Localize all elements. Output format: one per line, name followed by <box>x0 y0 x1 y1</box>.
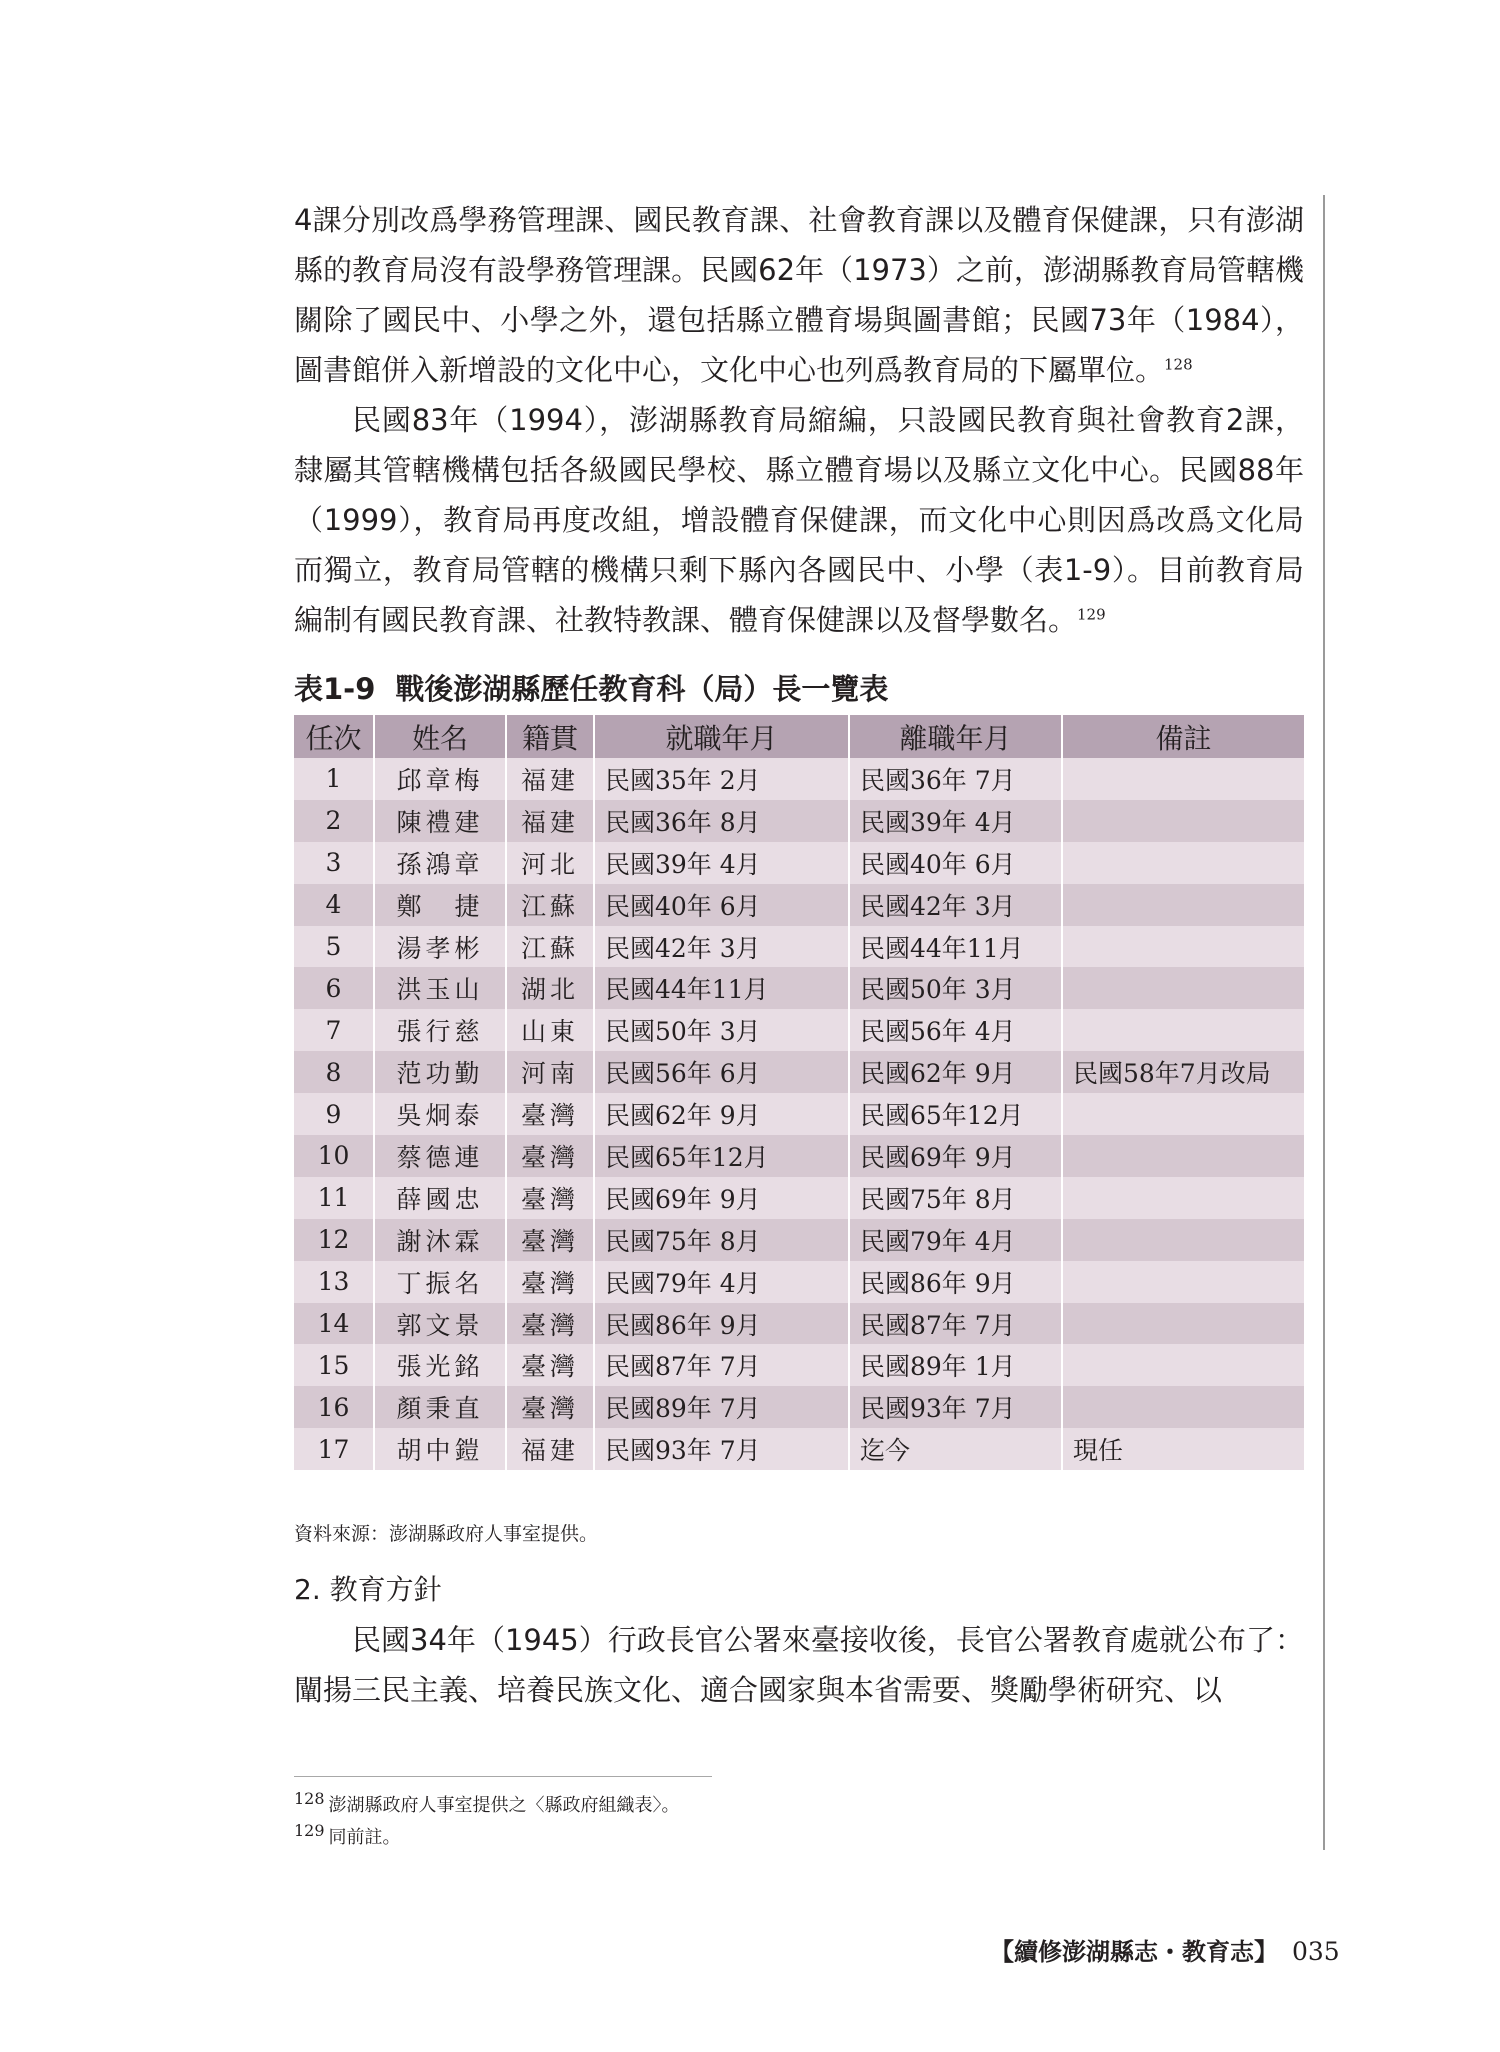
table-row <box>294 758 1304 800</box>
cell-name: 鄭 捷 <box>374 884 506 926</box>
cell-start-date: 民國87年 7月 <box>594 1344 849 1386</box>
cell-remarks <box>1062 800 1304 842</box>
cell-origin: 河南 <box>506 1051 594 1093</box>
header-origin: 籍貫 <box>506 715 594 758</box>
cell-origin: 山東 <box>506 1009 594 1051</box>
cell-term: 9 <box>294 1093 374 1135</box>
cell-name: 洪玉山 <box>374 967 506 1009</box>
cell-term: 12 <box>294 1219 374 1261</box>
cell-end-date: 民國65年12月 <box>849 1093 1062 1135</box>
header-end-date: 離職年月 <box>849 715 1062 758</box>
book-title: 【續修澎湖縣志・教育志】 <box>990 1938 1278 1966</box>
cell-end-date: 民國56年 4月 <box>849 1009 1062 1051</box>
cell-end-date: 民國42年 3月 <box>849 884 1062 926</box>
cell-end-date: 民國86年 9月 <box>849 1261 1062 1303</box>
table-row <box>294 926 1304 968</box>
table-row <box>294 842 1304 884</box>
cell-remarks <box>1062 842 1304 884</box>
cell-start-date: 民國35年 2月 <box>594 758 849 800</box>
cell-start-date: 民國65年12月 <box>594 1135 849 1177</box>
cell-origin: 臺灣 <box>506 1219 594 1261</box>
cell-term: 17 <box>294 1428 374 1470</box>
cell-name: 蔡德連 <box>374 1135 506 1177</box>
table-row <box>294 1051 1304 1093</box>
cell-origin: 臺灣 <box>506 1135 594 1177</box>
cell-origin: 江蘇 <box>506 884 594 926</box>
cell-remarks <box>1062 1093 1304 1135</box>
table-row <box>294 1219 1304 1261</box>
table-title-text: 戰後澎湖縣歷任教育科（局）長一覽表 <box>395 672 889 706</box>
table-row <box>294 884 1304 926</box>
cell-term: 8 <box>294 1051 374 1093</box>
cell-name: 湯孝彬 <box>374 926 506 968</box>
cell-end-date: 民國44年11月 <box>849 926 1062 968</box>
cell-name: 陳禮建 <box>374 800 506 842</box>
table-row <box>294 1093 1304 1135</box>
cell-origin: 臺灣 <box>506 1261 594 1303</box>
cell-end-date: 民國69年 9月 <box>849 1135 1062 1177</box>
cell-remarks <box>1062 1177 1304 1219</box>
paragraph-2 <box>294 395 1304 645</box>
cell-end-date: 民國62年 9月 <box>849 1051 1062 1093</box>
paragraph-1 <box>294 195 1304 395</box>
cell-name: 張光銘 <box>374 1344 506 1386</box>
cell-start-date: 民國79年 4月 <box>594 1261 849 1303</box>
cell-name: 范功勤 <box>374 1051 506 1093</box>
cell-end-date: 民國75年 8月 <box>849 1177 1062 1219</box>
table-label: 表1-9 <box>294 672 376 706</box>
cell-remarks: 民國58年7月改局 <box>1062 1051 1304 1093</box>
table-title <box>294 667 888 708</box>
header-remarks: 備註 <box>1062 715 1304 758</box>
cell-start-date: 民國40年 6月 <box>594 884 849 926</box>
header-term: 任次 <box>294 715 374 758</box>
cell-remarks <box>1062 1009 1304 1051</box>
section-heading: 2. 教育方針 <box>294 1573 442 1606</box>
cell-remarks <box>1062 1219 1304 1261</box>
paragraph-2-text: 民國83年（1994），澎湖縣教育局縮編，只設國民教育與社會教育2課，隸屬其管轄機構包括各級國民學校、縣立體育場以及縣立文化中心。民國88年（1999），教育局再度改組，增設體育保健課，而文化中心則因爲改爲文化局而獨立，教育局管轄的機構只剩下縣內各國民中、小學（表1-9）。目前教育局編制有國民教育課、社教特教課、體育保健課以及督學數名。 <box>294 403 1304 637</box>
footnote-item <box>294 1790 680 1822</box>
cell-term: 5 <box>294 926 374 968</box>
page-footer <box>990 1932 1340 1967</box>
cell-name: 吳炯泰 <box>374 1093 506 1135</box>
cell-origin: 臺灣 <box>506 1344 594 1386</box>
cell-start-date: 民國50年 3月 <box>594 1009 849 1051</box>
footnotes <box>294 1790 680 1854</box>
footnote-number: 129 <box>294 1821 325 1840</box>
table-row <box>294 1303 1304 1345</box>
footnote-divider <box>294 1776 712 1777</box>
cell-origin: 臺灣 <box>506 1386 594 1428</box>
paragraph-1-text: 4課分別改爲學務管理課、國民教育課、社會教育課以及體育保健課，只有澎湖縣的教育局沒有設學務管理課。民國62年（1973）之前，澎湖縣教育局管轄機關除了國民中、小學之外，還包括縣立體育場與圖書館；民國73年（1984），圖書館併入新增設的文化中心，文化中心也列爲教育局的下屬單位。 <box>294 203 1304 387</box>
cell-start-date: 民國75年 8月 <box>594 1219 849 1261</box>
cell-origin: 福建 <box>506 1428 594 1470</box>
footnote-ref-128[interactable]: 128 <box>1164 355 1193 374</box>
cell-term: 11 <box>294 1177 374 1219</box>
cell-term: 10 <box>294 1135 374 1177</box>
cell-term: 1 <box>294 758 374 800</box>
footnote-text: 澎湖縣政府人事室提供之〈縣政府組織表〉。 <box>328 1795 680 1816</box>
cell-end-date: 民國89年 1月 <box>849 1344 1062 1386</box>
table-row <box>294 1135 1304 1177</box>
cell-term: 13 <box>294 1261 374 1303</box>
cell-term: 7 <box>294 1009 374 1051</box>
paragraph-3-text: 民國34年（1945）行政長官公署來臺接收後，長官公署教育處就公布了：闡揚三民主義、培養民族文化、適合國家與本省需要、獎勵學術研究、以 <box>294 1623 1304 1707</box>
cell-end-date: 民國87年 7月 <box>849 1303 1062 1345</box>
cell-remarks <box>1062 758 1304 800</box>
header-name: 姓名 <box>374 715 506 758</box>
cell-start-date: 民國56年 6月 <box>594 1051 849 1093</box>
cell-end-date: 民國79年 4月 <box>849 1219 1062 1261</box>
cell-end-date: 民國39年 4月 <box>849 800 1062 842</box>
footnote-text: 同前註。 <box>328 1827 401 1848</box>
cell-end-date: 迄今 <box>849 1428 1062 1470</box>
cell-remarks <box>1062 884 1304 926</box>
cell-name: 郭文景 <box>374 1303 506 1345</box>
cell-origin: 湖北 <box>506 967 594 1009</box>
margin-rule <box>1323 195 1325 1850</box>
cell-start-date: 民國86年 9月 <box>594 1303 849 1345</box>
table-row <box>294 1428 1304 1470</box>
cell-start-date: 民國93年 7月 <box>594 1428 849 1470</box>
table-row <box>294 1344 1304 1386</box>
cell-term: 3 <box>294 842 374 884</box>
table-row <box>294 967 1304 1009</box>
footnote-item <box>294 1822 680 1854</box>
cell-start-date: 民國44年11月 <box>594 967 849 1009</box>
cell-start-date: 民國89年 7月 <box>594 1386 849 1428</box>
cell-origin: 福建 <box>506 800 594 842</box>
cell-origin: 臺灣 <box>506 1303 594 1345</box>
cell-end-date: 民國36年 7月 <box>849 758 1062 800</box>
cell-remarks: 現任 <box>1062 1428 1304 1470</box>
cell-name: 孫鴻章 <box>374 842 506 884</box>
cell-remarks <box>1062 926 1304 968</box>
page-number: 035 <box>1292 1937 1340 1966</box>
table-row <box>294 1261 1304 1303</box>
footnote-number: 128 <box>294 1789 325 1808</box>
table-source-note: 資料來源：澎湖縣政府人事室提供。 <box>294 1523 599 1545</box>
cell-end-date: 民國93年 7月 <box>849 1386 1062 1428</box>
cell-term: 2 <box>294 800 374 842</box>
table-row <box>294 1009 1304 1051</box>
cell-term: 14 <box>294 1303 374 1345</box>
cell-name: 薛國忠 <box>374 1177 506 1219</box>
education-director-table <box>294 715 1304 1470</box>
cell-term: 4 <box>294 884 374 926</box>
cell-remarks <box>1062 1261 1304 1303</box>
cell-start-date: 民國69年 9月 <box>594 1177 849 1219</box>
table-row <box>294 1386 1304 1428</box>
cell-start-date: 民國39年 4月 <box>594 842 849 884</box>
cell-origin: 河北 <box>506 842 594 884</box>
cell-origin: 臺灣 <box>506 1093 594 1135</box>
cell-name: 邱章梅 <box>374 758 506 800</box>
table-row <box>294 800 1304 842</box>
cell-remarks <box>1062 1135 1304 1177</box>
cell-name: 張行慈 <box>374 1009 506 1051</box>
cell-remarks <box>1062 967 1304 1009</box>
cell-term: 6 <box>294 967 374 1009</box>
table-header-row <box>294 715 1304 758</box>
cell-name: 胡中鎧 <box>374 1428 506 1470</box>
cell-origin: 江蘇 <box>506 926 594 968</box>
cell-remarks <box>1062 1303 1304 1345</box>
cell-name: 謝沐霖 <box>374 1219 506 1261</box>
cell-start-date: 民國62年 9月 <box>594 1093 849 1135</box>
cell-origin: 福建 <box>506 758 594 800</box>
cell-remarks <box>1062 1386 1304 1428</box>
cell-remarks <box>1062 1344 1304 1386</box>
cell-name: 顏秉直 <box>374 1386 506 1428</box>
cell-term: 15 <box>294 1344 374 1386</box>
cell-end-date: 民國50年 3月 <box>849 967 1062 1009</box>
cell-end-date: 民國40年 6月 <box>849 842 1062 884</box>
cell-name: 丁振名 <box>374 1261 506 1303</box>
header-start-date: 就職年月 <box>594 715 849 758</box>
cell-term: 16 <box>294 1386 374 1428</box>
cell-start-date: 民國36年 8月 <box>594 800 849 842</box>
paragraph-3 <box>294 1615 1304 1715</box>
cell-origin: 臺灣 <box>506 1177 594 1219</box>
footnote-ref-129[interactable]: 129 <box>1077 605 1106 624</box>
table-row <box>294 1177 1304 1219</box>
cell-start-date: 民國42年 3月 <box>594 926 849 968</box>
